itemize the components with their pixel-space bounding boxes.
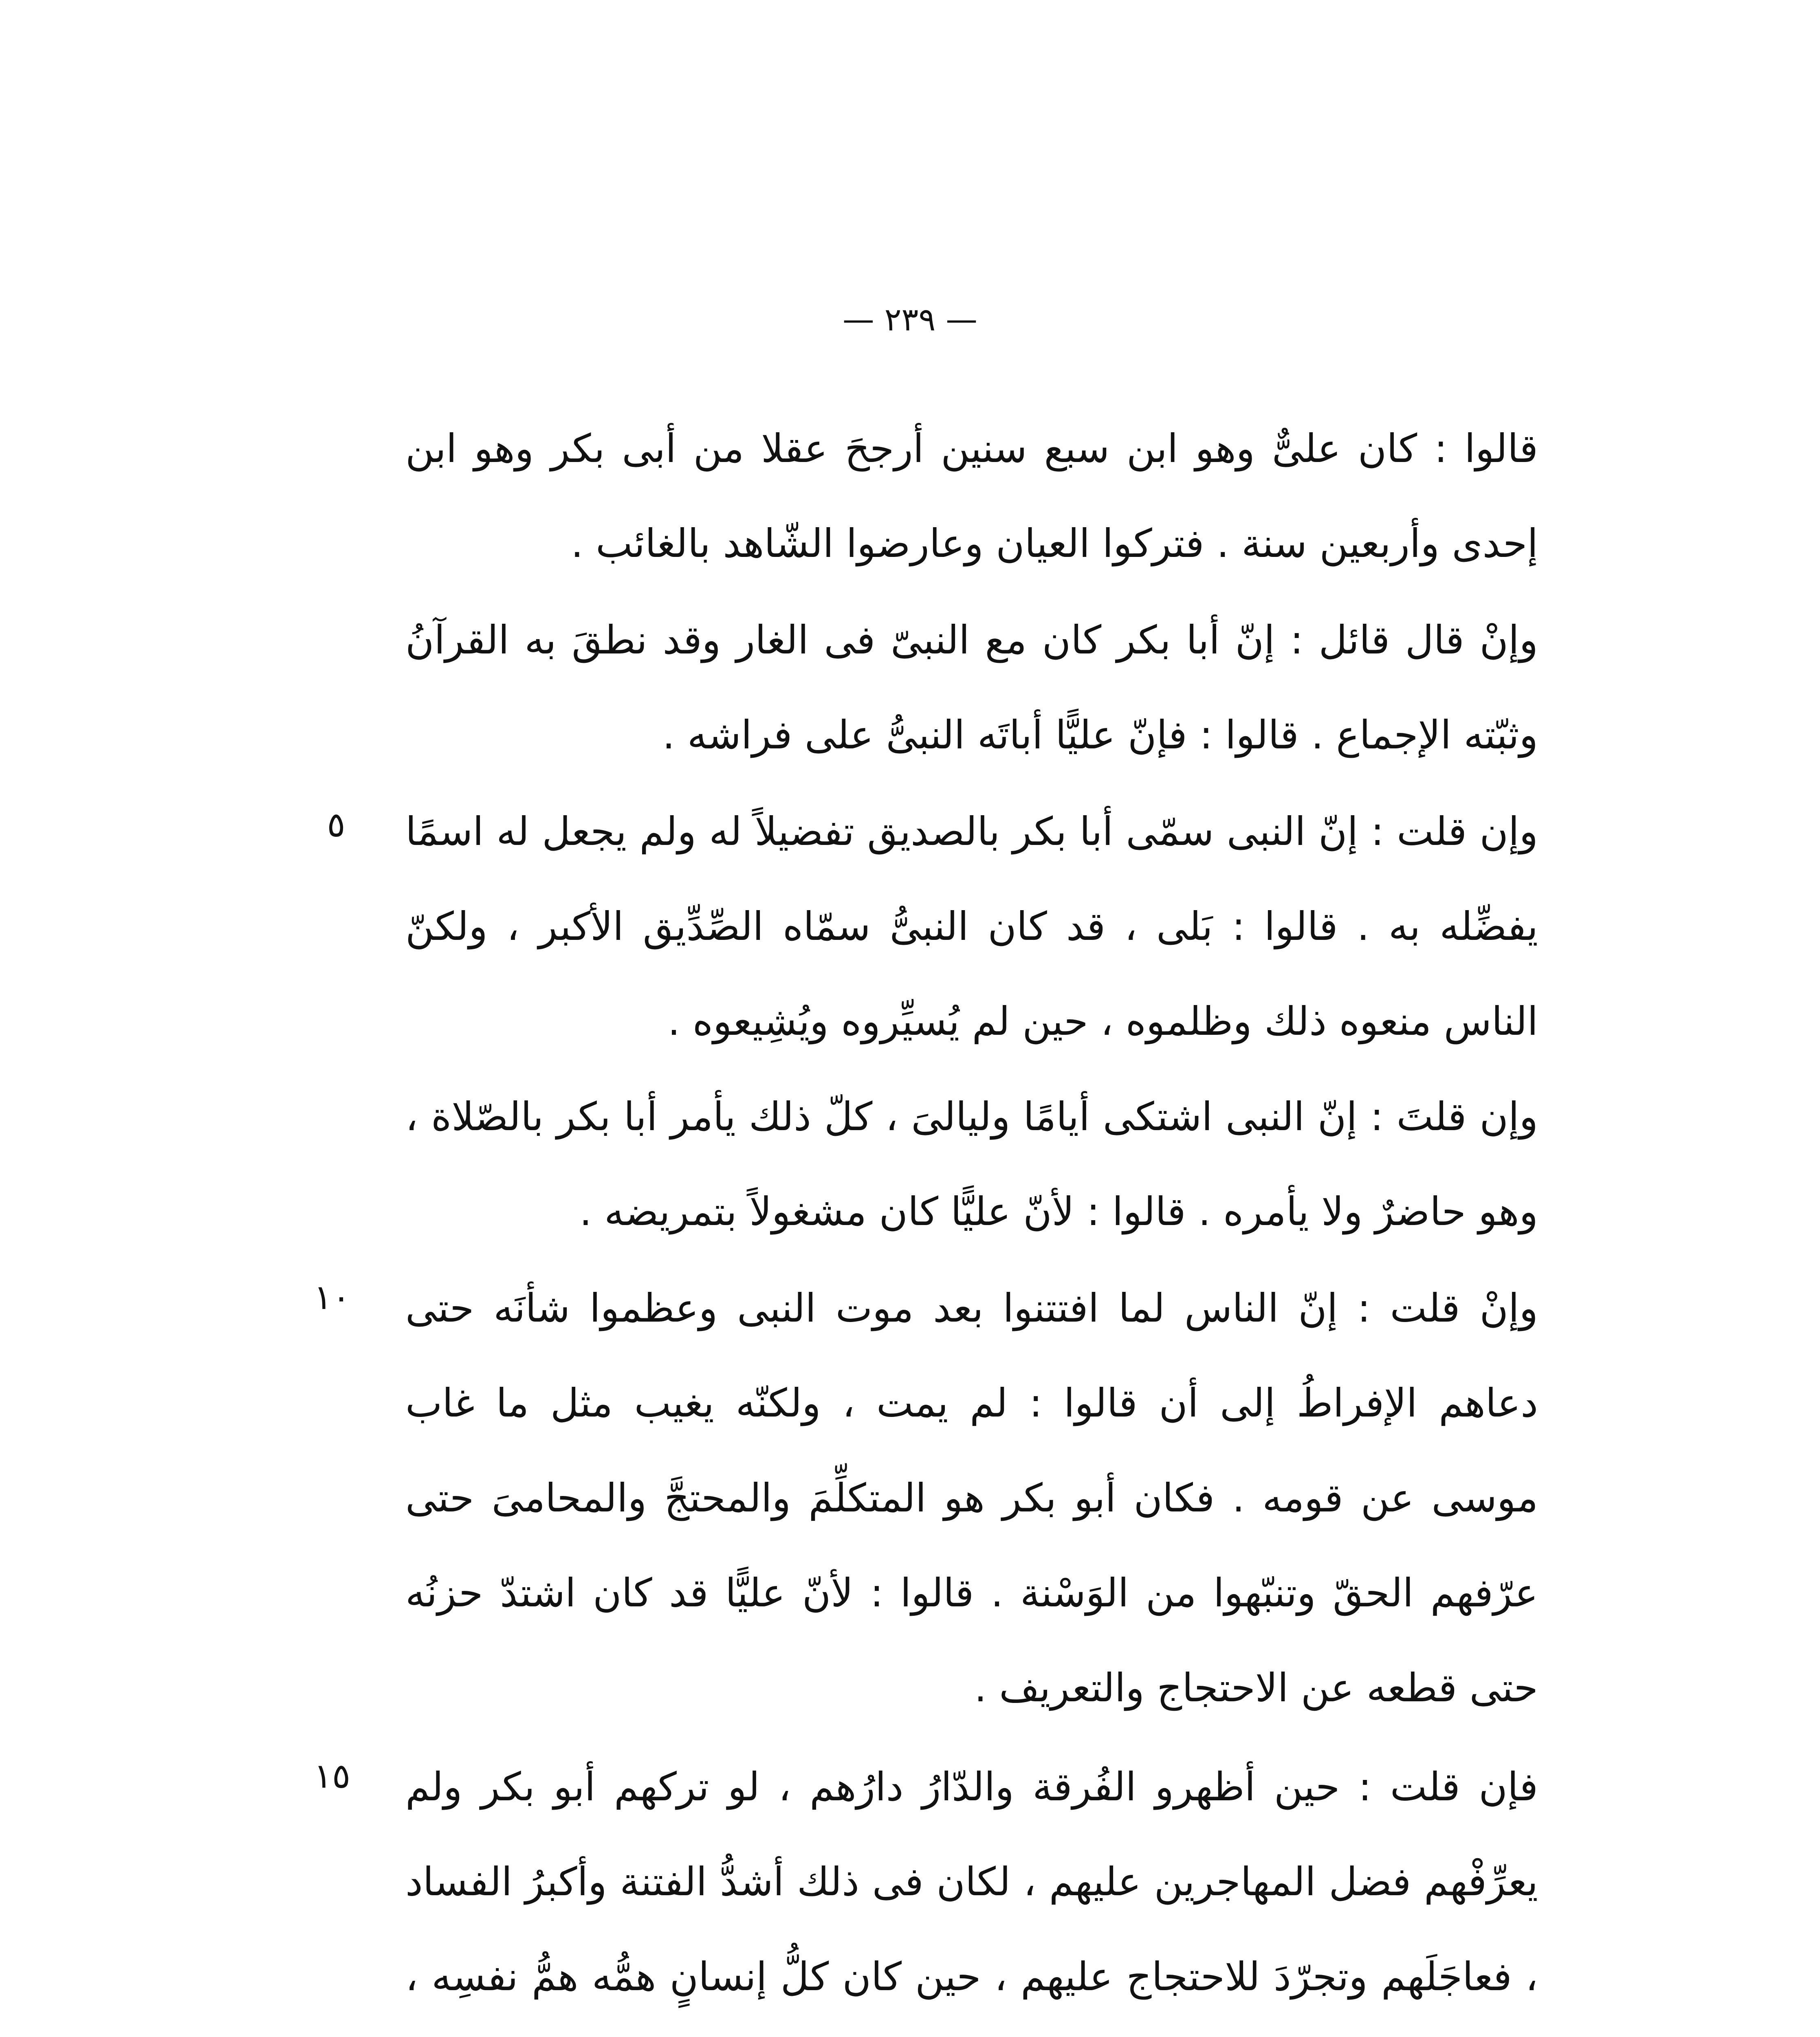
paragraph-1: قالوا : كان علىٌّ وهو ابن سبع سنين أرجحَ عقلا من أبى بكر وهو ابن إحدى وأربعين سنة . فتركوا العيان وعارضوا الشّاهد بالغائب . [405,426,1538,566]
line-number-15: ١٥ [313,1756,351,1796]
paragraph-6: فإن قلت : حين أظهرو الفُرقة والدّارُ دارُهم ، لو تركهم أبو بكر ولم يعرِّفْهم فضل المهاجرين عليهم ، لكان فى ذلك أشدُّ الفتنة وأكبرُ الفساد ، فعاجَلَهم وتجرّدَ للاحتجاج عليهم ، حين كان كلُّ إنسانٍ همُّه همُّ نفسِه ، [405,1764,1538,2000]
page-number: — ٢٣٩ — [842,301,978,338]
paragraph-3: وإن قلت : إنّ النبى سمّى أبا بكر بالصديق تفضيلاً له ولم يجعل له اسمًا يفضِّله به . قالوا : بَلى ، قد كان النبىُّ سمّاه الصِّدِّيق الأكبر ، ولكنّ الناس منعوه ذلك وظلموه ، حين لم يُسيِّروه ويُشِيعوه . [405,809,1538,1044]
line-number-5: ٥ [327,805,346,845]
line-number-10: ١٠ [313,1277,351,1317]
paragraph-2: وإنْ قال قائل : إنّ أبا بكر كان مع النبىّ فى الغار وقد نطقَ به القرآنُ وثبّته الإجماع . قالوا : فإنّ عليًّا أباتَه النبىُّ على فراشه . [405,617,1538,758]
paragraph-4: وإن قلتَ : إنّ النبى اشتكى أيامًا وليالىَ ، كلّ ذلك يأمر أبا بكر بالصّلاة ، وهو حاضرٌ ولا يأمره . قالوا : لأنّ عليًّا كان مشغولاً بتمريضه . [405,1094,1538,1234]
paragraph-5: وإنْ قلت : إنّ الناس لما افتتنوا بعد موت النبى وعظموا شأنَه حتى دعاهم الإفراطُ إلى أن قالوا : لم يمت ، ولكنّه يغيب مثل ما غاب موسى عن قومه . فكان أبو بكر هو المتكلِّمَ والمحتجَّ والمحامىَ حتى عرّفهم الحقّ وتنبّهوا من الوَسْنة . قالوا : لأنّ عليًّا قد كان اشتدّ حزنُه حتى قطعه عن الاحتجاج والتعريف . [405,1285,1538,1711]
